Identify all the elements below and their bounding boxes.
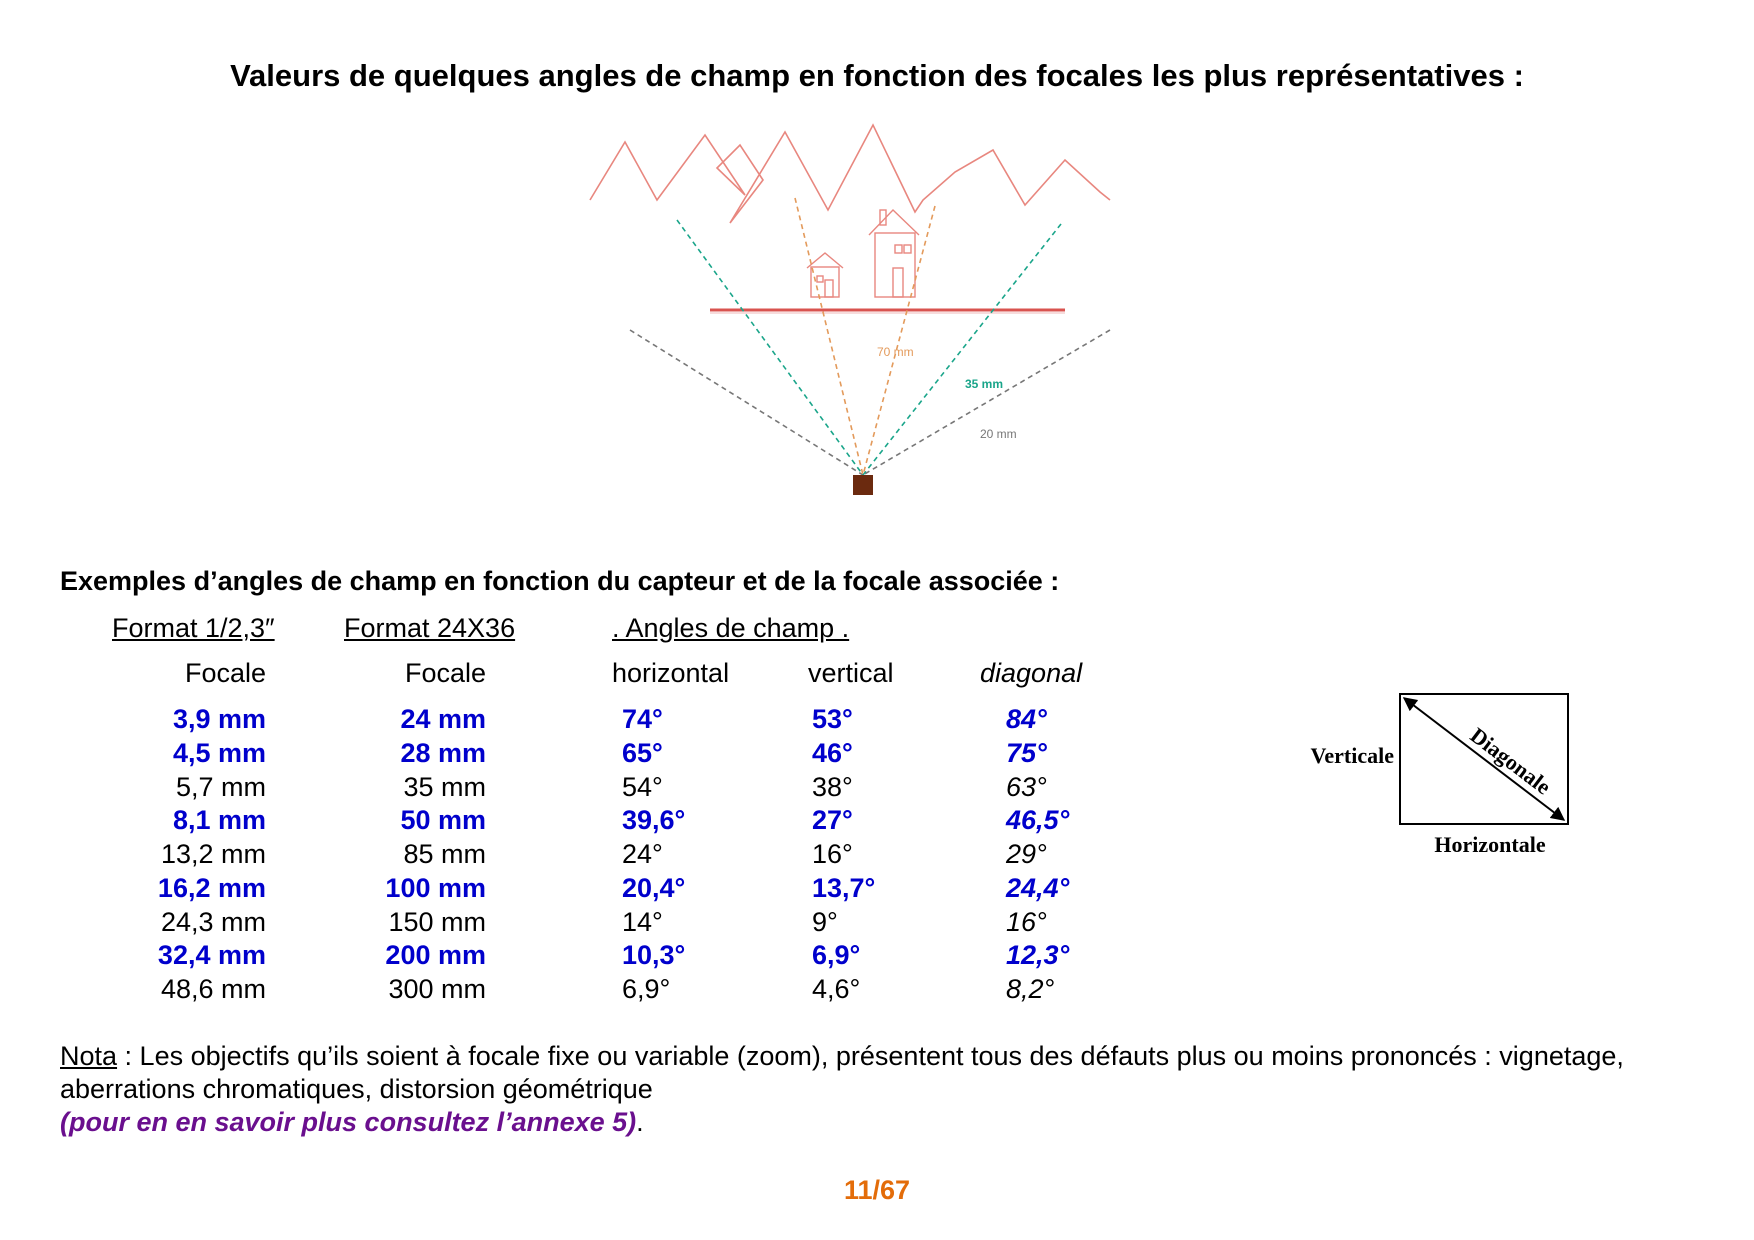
cell-angle-diagonal: 75° <box>1006 737 1047 768</box>
subheader-focale-small: Focale <box>184 658 266 688</box>
cell-focal-small: 48,6 mm <box>160 974 266 1004</box>
mountains <box>590 125 1110 223</box>
view-lines-20mm <box>630 330 1110 475</box>
cell-focal-full: 50 mm <box>400 805 486 836</box>
cell-angle-horizontal: 24° <box>622 839 663 869</box>
camera-icon <box>853 475 873 495</box>
horizontal-label: Horizontale <box>1434 832 1546 857</box>
cell-focal-full: 300 mm <box>388 974 486 1004</box>
vertical-label: Verticale <box>1310 743 1394 768</box>
cell-angle-vertical: 9° <box>812 906 838 937</box>
cell-focal-small: 5,7 mm <box>175 771 266 802</box>
cell-angle-vertical: 6,9° <box>812 940 861 971</box>
cell-focal-full: 150 mm <box>388 906 486 937</box>
note-paragraph <box>60 1040 1720 1139</box>
cell-angle-vertical: 38° <box>812 771 853 802</box>
cell-focal-full: 200 mm <box>385 940 486 971</box>
cell-angle-vertical: 13,7° <box>812 872 876 903</box>
note-label: Nota <box>60 1041 118 1071</box>
cell-angle-vertical: 53° <box>812 704 853 734</box>
diagonal-label: Diagonale <box>1465 722 1556 800</box>
large-house-icon <box>869 210 919 297</box>
cell-angle-horizontal: 65° <box>622 737 663 768</box>
cell-angle-horizontal: 20,4° <box>622 872 686 903</box>
cell-angle-horizontal: 39,6° <box>622 805 686 836</box>
note-text: : Les objectifs qu’ils soient à focale fixe ou variable (zoom), présentent tous des défauts plus ou moins prononcés : vignetage, aberrations chromatiques, distorsion géométrique <box>60 1041 1624 1104</box>
cell-angle-diagonal: 12,3° <box>1006 940 1070 971</box>
cell-focal-small: 8,1 mm <box>172 805 266 836</box>
cell-angle-horizontal: 74° <box>622 704 663 734</box>
cell-focal-small: 24,3 mm <box>160 906 266 937</box>
cell-angle-vertical: 4,6° <box>812 974 861 1004</box>
cell-focal-small: 4,5 mm <box>172 737 266 768</box>
cell-angle-vertical: 16° <box>812 839 853 869</box>
field-of-view-illustration <box>585 120 1175 530</box>
cell-angle-diagonal: 8,2° <box>1006 974 1055 1004</box>
cell-angle-vertical: 46° <box>812 737 853 768</box>
cell-angle-diagonal: 63° <box>1006 771 1047 802</box>
small-house-icon <box>807 253 843 297</box>
cell-angle-horizontal: 6,9° <box>622 974 671 1004</box>
label-20mm: 20 mm <box>980 427 1017 441</box>
cell-angle-horizontal: 10,3° <box>622 940 686 971</box>
cell-focal-full: 100 mm <box>385 872 486 903</box>
cell-angle-horizontal: 54° <box>622 771 663 802</box>
cell-angle-vertical: 27° <box>812 805 853 836</box>
cell-angle-diagonal: 16° <box>1006 906 1047 937</box>
cell-angle-diagonal: 84° <box>1006 704 1047 734</box>
cell-focal-small: 32,4 mm <box>157 940 266 971</box>
cell-focal-full: 24 mm <box>400 704 486 734</box>
label-70mm: 70 mm <box>877 345 914 359</box>
subheader-vertical: vertical <box>808 658 894 688</box>
cell-focal-small: 3,9 mm <box>172 704 266 734</box>
cell-focal-small: 16,2 mm <box>157 872 266 903</box>
header-format-full: Format 24X36 <box>344 613 516 643</box>
note-end: . <box>636 1107 644 1137</box>
diagonal-arrow <box>1404 698 1564 820</box>
subheader-focale-full: Focale <box>404 658 486 688</box>
cell-focal-full: 85 mm <box>403 839 486 869</box>
view-lines-70mm <box>795 198 935 475</box>
label-35mm: 35 mm <box>965 377 1004 391</box>
orientation-diagram <box>1290 690 1590 860</box>
subheader-diagonal: diagonal <box>980 658 1083 688</box>
cell-angle-horizontal: 14° <box>622 906 663 937</box>
cell-angle-diagonal: 29° <box>1006 839 1047 869</box>
cell-angle-diagonal: 46,5° <box>1006 805 1070 836</box>
page-title: Valeurs de quelques angles de champ en fonction des focales les plus représentatives : <box>230 58 1524 93</box>
annex-link[interactable]: (pour en en savoir plus consultez l’annexe 5) <box>60 1107 637 1137</box>
section-title: Exemples d’angles de champ en fonction du capteur et de la focale associée : <box>60 566 1060 596</box>
page-number: 11/67 <box>843 1175 911 1205</box>
cell-focal-small: 13,2 mm <box>160 839 266 869</box>
cell-focal-full: 28 mm <box>400 737 486 768</box>
header-format-small: Format 1/2,3″ <box>112 613 275 643</box>
header-angles: . Angles de champ . <box>612 613 850 643</box>
subheader-horizontal: horizontal <box>612 658 730 688</box>
cell-focal-full: 35 mm <box>403 771 486 802</box>
cell-angle-diagonal: 24,4° <box>1006 872 1070 903</box>
